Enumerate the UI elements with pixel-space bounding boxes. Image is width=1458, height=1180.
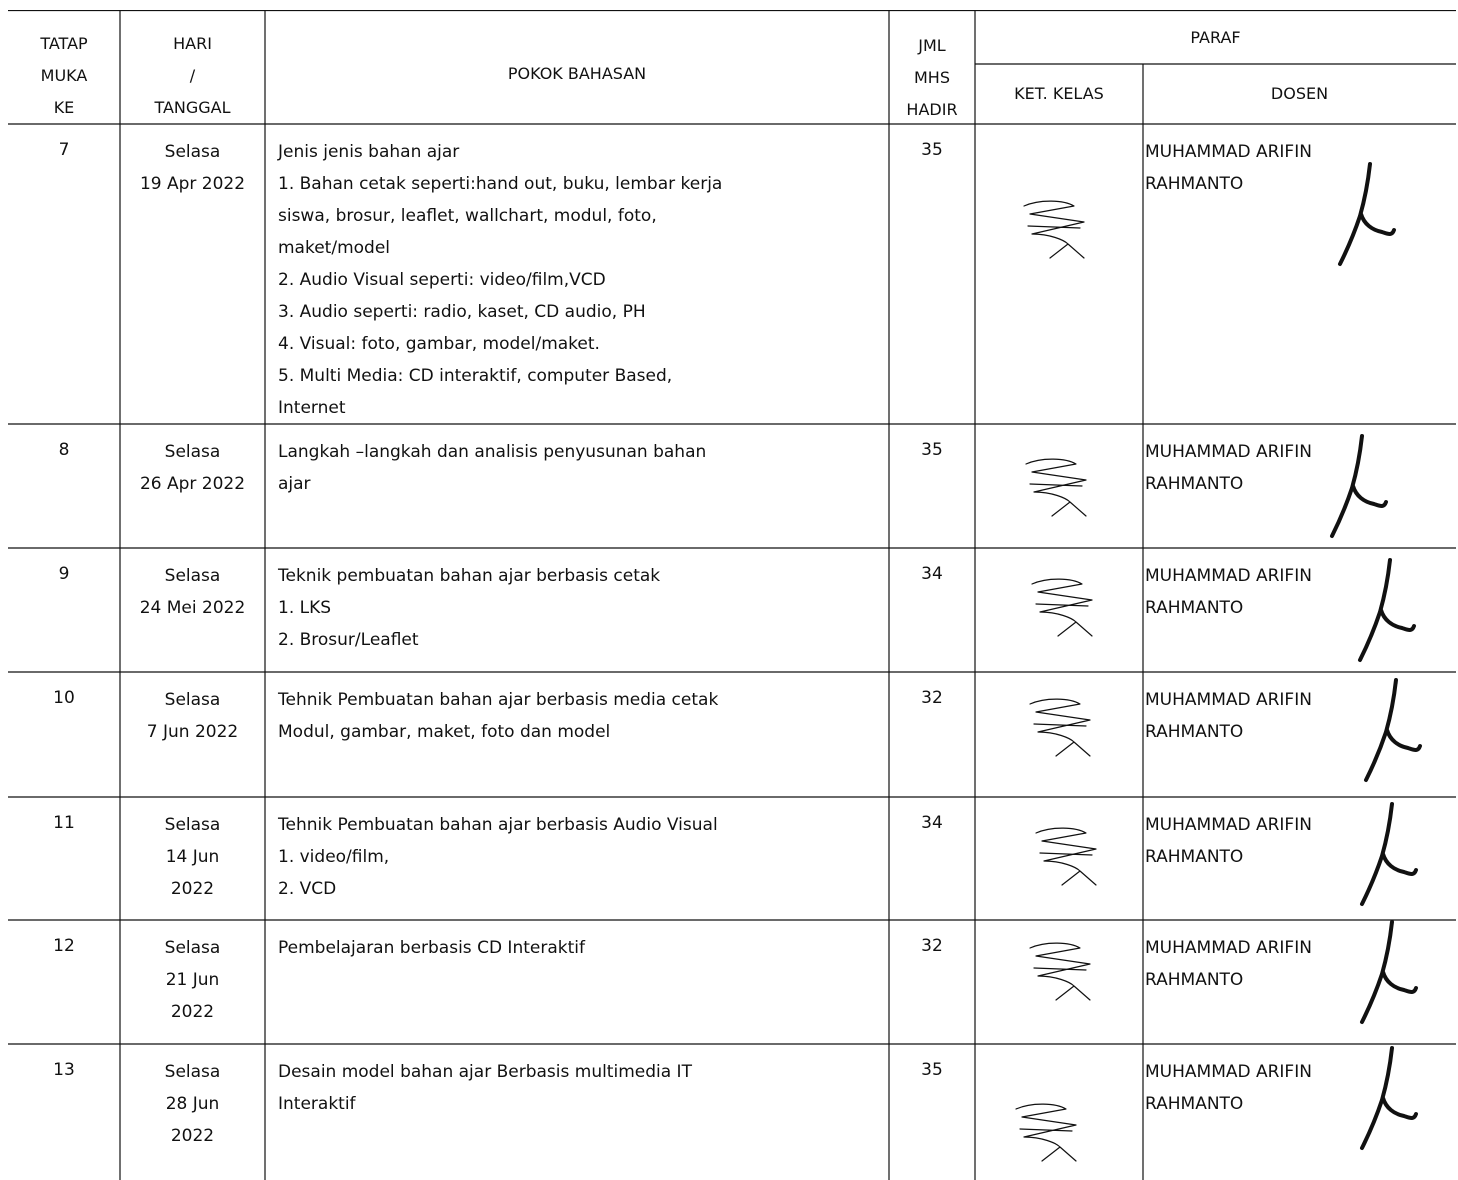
class-rep-signature-icon [1028,578,1108,638]
cell-line: 2022 [170,1126,215,1146]
cell-line: Jenis jenis bahan ajar [278,142,460,162]
header-pokok-bahasan [265,58,889,90]
topic [278,560,878,656]
header-line: POKOK BAHASAN [507,64,647,83]
lecturer-name [1145,560,1345,624]
topic [278,436,878,500]
header-line: HADIR [906,100,958,119]
meeting-number [8,930,120,962]
cell-line: 8 [58,440,70,460]
lecturer-signature-icon [1356,1044,1436,1154]
cell-line: Selasa [164,815,221,835]
meeting-date [120,684,265,748]
students-present [889,1054,975,1086]
meeting-number [8,1054,120,1086]
cell-line: Internet [278,398,346,418]
class-rep-signature-icon [1020,200,1100,260]
cell-line: Selasa [164,690,221,710]
header-dosen [1143,78,1456,110]
lecturer-signature-icon [1326,432,1406,542]
lecturer-signature-icon [1334,160,1414,270]
cell-line: 24 Mei 2022 [139,598,246,618]
cell-line: 1. Bahan cetak seperti:hand out, buku, lembar kerja [278,174,723,194]
header-line: MUKA [40,66,88,85]
cell-line: MUHAMMAD ARIFIN [1145,1062,1312,1082]
lecturer-name [1145,932,1345,996]
header-ket-kelas [975,78,1143,110]
lecturer-name [1145,1056,1345,1120]
cell-line: RAHMANTO [1145,1094,1244,1114]
cell-line: Selasa [164,1062,221,1082]
cell-line: 14 Jun [165,847,220,867]
cell-line: RAHMANTO [1145,970,1244,990]
header-line: PARAF [1190,28,1241,47]
class-rep-signature-icon [1026,942,1106,1002]
lecturer-name [1145,684,1345,748]
header-jml-mhs-hadir [889,30,975,126]
cell-line: RAHMANTO [1145,174,1244,194]
cell-line: Interaktif [278,1094,356,1114]
cell-line: 2022 [170,879,215,899]
lecturer-signature-icon [1360,676,1440,786]
cell-line: Selasa [164,142,221,162]
meeting-date [120,809,265,905]
header-line: / [189,66,196,85]
header-paraf [975,22,1456,54]
cell-line: Selasa [164,566,221,586]
cell-line: 35 [921,440,943,460]
cell-line: 35 [921,1060,943,1080]
lecturer-name [1145,436,1345,500]
cell-line: RAHMANTO [1145,598,1244,618]
students-present [889,134,975,166]
topic [278,932,878,964]
cell-line: Selasa [164,938,221,958]
cell-line: 2022 [170,1002,215,1022]
cell-line: 34 [921,813,943,833]
meeting-date [120,560,265,624]
class-rep-signature-icon [1026,698,1106,758]
cell-line: 5. Multi Media: CD interaktif, computer Based, [278,366,673,386]
cell-line: 28 Jun [165,1094,220,1114]
cell-line: ajar [278,474,311,494]
cell-line: 35 [921,140,943,160]
meeting-number [8,558,120,590]
header-line: HARI [173,34,212,53]
lecturer-signature-icon [1356,800,1436,910]
cell-line: 12 [53,936,75,956]
cell-line: Teknik pembuatan bahan ajar berbasis cetak [278,566,661,586]
topic [278,809,878,905]
lecturer-signature-icon [1354,556,1434,666]
header-line: KET. KELAS [1014,84,1104,103]
attendance-sheet [8,10,1456,1180]
lecturer-signature-icon [1356,918,1436,1028]
meeting-number [8,807,120,839]
class-rep-signature-icon [1012,1103,1092,1163]
cell-line: MUHAMMAD ARIFIN [1145,566,1312,586]
cell-line: 7 Jun 2022 [146,722,239,742]
cell-line: 9 [58,564,70,584]
students-present [889,434,975,466]
class-rep-signature-icon [1032,827,1112,887]
cell-line: RAHMANTO [1145,847,1244,867]
cell-line: Tehnik Pembuatan bahan ajar berbasis media cetak [278,690,719,710]
class-rep-signature-icon [1022,458,1102,518]
cell-line: 4. Visual: foto, gambar, model/maket. [278,334,600,354]
cell-line: Tehnik Pembuatan bahan ajar berbasis Audio Visual [278,815,718,835]
header-line: TATAP [40,34,88,53]
meeting-number [8,134,120,166]
meeting-date [120,1056,265,1152]
header-line: JML [918,36,946,55]
meeting-date [120,136,265,200]
cell-line: 34 [921,564,943,584]
cell-line: siswa, brosur, leaflet, wallchart, modul, foto, [278,206,657,226]
header-hari-tanggal [120,28,265,124]
header-line: MHS [914,68,950,87]
cell-line: 1. LKS [278,598,332,618]
cell-line: MUHAMMAD ARIFIN [1145,815,1312,835]
header-line: TANGGAL [154,98,231,117]
topic [278,684,878,748]
cell-line: 21 Jun [165,970,220,990]
cell-line: 11 [53,813,75,833]
cell-line: RAHMANTO [1145,474,1244,494]
cell-line: Desain model bahan ajar Berbasis multimedia IT [278,1062,692,1082]
cell-line: 1. video/film, [278,847,390,867]
cell-line: MUHAMMAD ARIFIN [1145,690,1312,710]
students-present [889,930,975,962]
meeting-number [8,434,120,466]
meeting-number [8,682,120,714]
cell-line: 10 [53,688,75,708]
cell-line: 2. VCD [278,879,337,899]
cell-line: Modul, gambar, maket, foto dan model [278,722,611,742]
cell-line: 3. Audio seperti: radio, kaset, CD audio, PH [278,302,646,322]
cell-line: 26 Apr 2022 [139,474,246,494]
cell-line: Langkah –langkah dan analisis penyusunan bahan [278,442,707,462]
header-line: KE [53,98,75,117]
cell-line: 13 [53,1060,75,1080]
meeting-date [120,932,265,1028]
cell-line: 7 [58,140,70,160]
cell-line: 2. Brosur/Leaflet [278,630,419,650]
lecturer-name [1145,809,1345,873]
students-present [889,682,975,714]
cell-line: Pembelajaran berbasis CD Interaktif [278,938,585,958]
cell-line: 19 Apr 2022 [139,174,246,194]
cell-line: MUHAMMAD ARIFIN [1145,442,1312,462]
lecturer-name [1145,136,1345,200]
cell-line: RAHMANTO [1145,722,1244,742]
cell-line: 32 [921,688,943,708]
header-tatap-muka [8,28,120,124]
cell-line: MUHAMMAD ARIFIN [1145,938,1312,958]
meeting-date [120,436,265,500]
cell-line: 2. Audio Visual seperti: video/film,VCD [278,270,606,290]
cell-line: 32 [921,936,943,956]
topic [278,136,878,424]
header-line: DOSEN [1270,84,1329,103]
cell-line: Selasa [164,442,221,462]
cell-line: maket/model [278,238,391,258]
students-present [889,807,975,839]
cell-line: MUHAMMAD ARIFIN [1145,142,1312,162]
topic [278,1056,878,1120]
students-present [889,558,975,590]
